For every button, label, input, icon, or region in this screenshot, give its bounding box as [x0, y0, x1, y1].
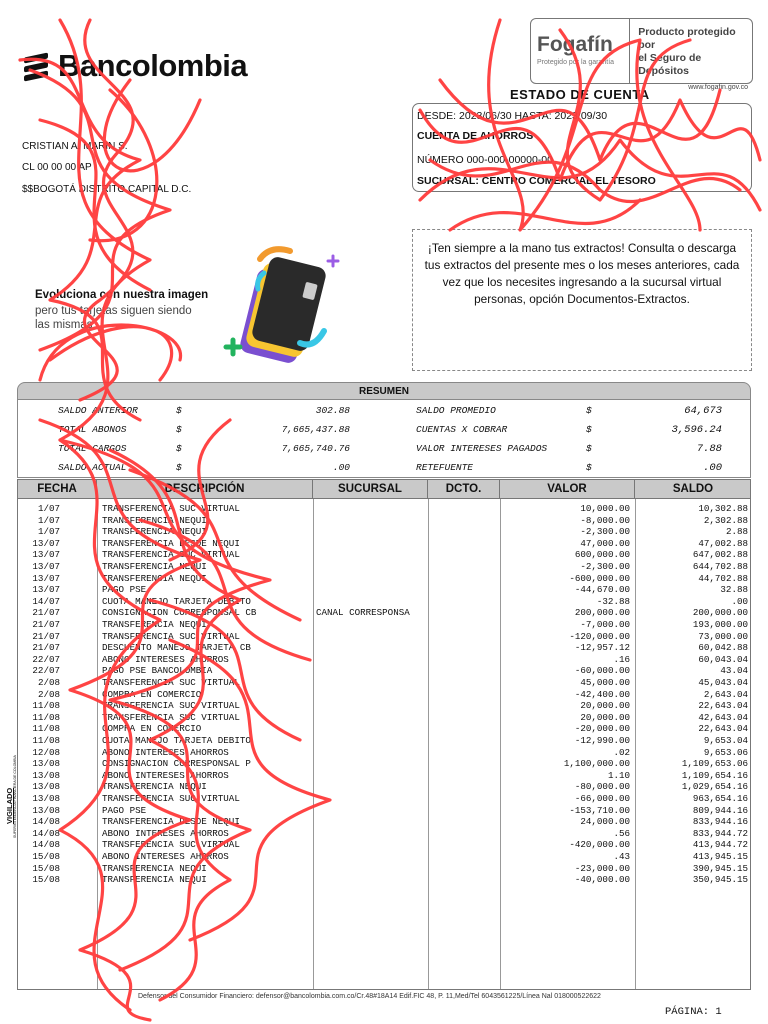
cell-valor: 10,000.00: [580, 503, 630, 514]
table-row: [18, 793, 752, 805]
cell-saldo: 22,643.04: [698, 723, 748, 735]
cell-saldo: 1,109,654.16: [681, 769, 748, 781]
cell-saldo: 413,945.15: [692, 851, 748, 862]
account-info-box: [412, 103, 752, 192]
table-row: [18, 642, 752, 654]
col-header-valor: VALOR: [500, 480, 635, 499]
table-row: [18, 758, 752, 770]
cell-valor: 1,100,000.00: [563, 758, 630, 770]
summary-currency: $: [176, 424, 182, 435]
summary-label: SALDO ANTERIOR: [58, 405, 138, 416]
cell-descripcion: TRANSFERENCIA SUC VIRTUAL: [102, 711, 240, 723]
summary-body: [17, 400, 751, 478]
cell-saldo: 32.88: [720, 584, 748, 596]
cell-fecha: 11/08: [32, 723, 60, 735]
cell-saldo: 45,043.04: [698, 677, 748, 688]
cell-saldo: 47,002.88: [698, 537, 748, 549]
summary-value: .00: [703, 462, 722, 474]
cell-saldo: 2.88: [725, 526, 748, 538]
cell-descripcion: TRANSFERENCIA NEQUI: [102, 781, 207, 793]
promo-title: Evoluciona con nuestra imagen: [35, 289, 209, 301]
table-row: [18, 735, 752, 747]
fogafin-line1: Producto protegido por: [638, 26, 736, 51]
cell-saldo: 10,302.88: [698, 503, 748, 514]
cell-descripcion: ABONO INTERESES AHORROS: [102, 851, 229, 862]
cell-descripcion: TRANSFERENCIA SUC VIRTUAL: [102, 677, 240, 688]
cell-valor: -12,957.12: [574, 642, 630, 654]
table-row: [18, 712, 752, 724]
cell-saldo: 644,702.88: [692, 561, 748, 572]
cell-fecha: 22/07: [32, 665, 60, 677]
cell-fecha: 13/07: [32, 572, 60, 584]
table-row: [18, 631, 752, 643]
table-row: [18, 700, 752, 712]
cell-descripcion: TRANSFERENCIA NEQUI: [102, 561, 207, 572]
summary-currency: $: [586, 424, 592, 435]
cell-fecha: 13/08: [32, 781, 60, 793]
summary-title: RESUMEN: [17, 382, 751, 400]
table-row: [18, 665, 752, 677]
cell-valor: .56: [613, 827, 630, 839]
page-number: PÁGINA: 1: [665, 1006, 722, 1018]
cell-descripcion: TRANSFERENCIA DESDE NEQUI: [102, 816, 240, 828]
bank-name: Bancolombia: [58, 48, 248, 83]
cell-saldo: 200,000.00: [692, 607, 748, 619]
cell-descripcion: TRANSFERENCIA SUC VIRTUAL: [102, 549, 240, 561]
table-row: [18, 828, 752, 840]
cell-descripcion: PAGO PSE: [102, 804, 147, 816]
bank-logo-icon: [22, 51, 52, 81]
table-row: [18, 781, 752, 793]
table-row: [18, 723, 752, 735]
cell-valor: -44,670.00: [574, 584, 630, 596]
account-number: NÚMERO 000-000-00000-00: [417, 154, 553, 166]
table-row: [18, 863, 752, 875]
cell-fecha: 13/08: [32, 758, 60, 770]
movements-header: [17, 479, 751, 499]
summary-currency: $: [176, 443, 182, 454]
cell-fecha: 11/08: [32, 735, 60, 746]
cell-valor: -420,000.00: [569, 839, 630, 851]
cell-saldo: 193,000.00: [692, 619, 748, 630]
table-row: [18, 874, 752, 886]
summary-label: SALDO PROMEDIO: [416, 405, 496, 416]
cell-saldo: 833,944.72: [692, 827, 748, 839]
col-header-dcto: DCTO.: [428, 480, 500, 499]
bank-logo: [22, 48, 247, 84]
cell-descripcion: TRANSFERENCIA SUC VIRTUAL: [102, 700, 240, 712]
cell-valor: 24,000.00: [580, 816, 630, 828]
cell-saldo: 22,643.04: [698, 700, 748, 712]
cell-saldo: 73,000.00: [698, 630, 748, 642]
cell-saldo: 833,944.16: [692, 816, 748, 828]
cell-descripcion: CONSIGNACION CORRESPONSAL CB: [102, 607, 257, 619]
cell-valor: 45,000.00: [580, 677, 630, 688]
cell-descripcion: ABONO INTERESES AHORROS: [102, 827, 229, 839]
cell-descripcion: TRANSFERENCIA NEQUI: [102, 619, 207, 630]
cell-valor: 200,000.00: [574, 607, 630, 619]
cell-saldo: 42,643.04: [698, 711, 748, 723]
cell-fecha: 11/08: [32, 711, 60, 723]
cell-fecha: 14/08: [32, 827, 60, 839]
cell-fecha: 14/07: [32, 595, 60, 607]
summary-value: .00: [332, 462, 350, 473]
cell-saldo: 9,653.06: [703, 746, 748, 758]
cell-fecha: 13/08: [32, 769, 60, 781]
fogafin-line2: el Seguro de Depósitos: [638, 52, 702, 77]
cell-fecha: 13/08: [32, 804, 60, 816]
statement-period: DESDE: 2023/06/30 HASTA: 2023/09/30: [417, 110, 608, 122]
cell-fecha: 11/08: [32, 700, 60, 712]
cell-fecha: 2/08: [37, 688, 60, 700]
cell-fecha: 15/08: [32, 851, 60, 862]
summary-label: VALOR INTERESES PAGADOS: [416, 443, 548, 454]
cell-descripcion: CONSIGNACION CORRESPONSAL P: [102, 758, 251, 770]
table-row: [18, 770, 752, 782]
statement-title: ESTADO DE CUENTA: [510, 87, 650, 102]
cell-valor: -42,400.00: [574, 688, 630, 700]
cell-valor: 1.10: [607, 769, 630, 781]
cell-valor: -153,710.00: [569, 804, 630, 816]
movements-table: [17, 499, 751, 990]
account-type: CUENTA DE AHORROS: [417, 130, 534, 142]
cell-saldo: 44,702.88: [698, 572, 748, 584]
cell-fecha: 15/08: [32, 874, 60, 886]
cell-saldo: 9,653.04: [703, 735, 748, 746]
summary-label: TOTAL ABONOS: [58, 424, 127, 435]
cell-saldo: 60,043.04: [698, 653, 748, 665]
summary-value: 64,673: [684, 405, 722, 417]
summary-value: 7,665,437.88: [281, 424, 350, 435]
cell-saldo: 963,654.16: [692, 793, 748, 804]
client-city: $$BOGOTÁ DISTRITO CAPITAL D.C.: [22, 184, 192, 195]
table-row: [18, 607, 752, 619]
table-row: [18, 538, 752, 550]
cell-descripcion: COMPRA EN COMERCIO: [102, 723, 202, 735]
cell-saldo: 1,109,653.06: [681, 758, 748, 770]
cell-fecha: 2/08: [37, 677, 60, 688]
vigilado-entity: SUPERINTENDENCIA FINANCIERA DE COLOMBIA: [13, 755, 17, 838]
summary-value: 3,596.24: [671, 424, 722, 436]
summary-currency: $: [586, 462, 592, 473]
summary-currency: $: [586, 443, 592, 454]
table-row: [18, 816, 752, 828]
summary-value: 7.88: [696, 443, 722, 455]
table-row: [18, 677, 752, 689]
cell-valor: .02: [613, 746, 630, 758]
cell-descripcion: TRANSFERENCIA NEQUI: [102, 874, 207, 886]
cell-fecha: 21/07: [32, 619, 60, 630]
cell-descripcion: PAGO PSE: [102, 584, 147, 596]
cell-fecha: 13/07: [32, 584, 60, 596]
cell-fecha: 12/08: [32, 746, 60, 758]
cell-valor: 600,000.00: [574, 549, 630, 561]
table-row: [18, 619, 752, 631]
cell-saldo: 43.04: [720, 665, 748, 677]
cell-descripcion: ABONO INTERESES AHORROS: [102, 653, 229, 665]
fogafin-url: www.fogafin.gov.co: [688, 84, 748, 91]
cell-descripcion: TRANSFERENCIA SUC VIRTUAL: [102, 630, 240, 642]
footer-text: Defensor del Consumidor Financiero: defensor@bancolombia.com.co/Cr.48#18A14 Edif.FIC 48, P. 11,Med/Tel 6043561225/Línea Nal 018000522622: [138, 993, 601, 1000]
cell-valor: -8,000.00: [580, 514, 630, 526]
cell-saldo: .00: [731, 595, 748, 607]
cell-valor: -7,000.00: [580, 619, 630, 630]
cell-descripcion: ABONO INTERESES AHORROS: [102, 746, 229, 758]
cell-fecha: 13/07: [32, 561, 60, 572]
cell-fecha: 15/08: [32, 862, 60, 874]
cell-valor: -23,000.00: [574, 862, 630, 874]
fogafin-brand: Fogafín: [537, 33, 613, 56]
summary-currency: $: [586, 405, 592, 416]
cell-fecha: 1/07: [37, 514, 60, 526]
promo-text: pero tus tarjetas siguen siendo las mismas: [35, 305, 192, 331]
table-row: [18, 654, 752, 666]
cell-descripcion: TRANSFERENCIA SUC VIRTUAL: [102, 839, 240, 851]
cell-valor: 47,000.00: [580, 537, 630, 549]
cell-descripcion: PAGO PSE BANCOLOMBIA: [102, 665, 213, 677]
cell-valor: -66,000.00: [574, 793, 630, 804]
cell-saldo: 1,029,654.16: [681, 781, 748, 793]
cell-descripcion: CUOTA MANEJO TARJETA DEBITO: [102, 595, 251, 607]
table-row: [18, 596, 752, 608]
table-row: [18, 805, 752, 817]
fogafin-badge: [530, 18, 753, 91]
table-row: [18, 526, 752, 538]
cell-fecha: 22/07: [32, 653, 60, 665]
cell-saldo: 350,945.15: [692, 874, 748, 886]
cell-valor: .16: [613, 653, 630, 665]
cell-fecha: 13/07: [32, 537, 60, 549]
table-row: [18, 503, 752, 515]
client-address: CL 00 00 00 AP: [22, 162, 92, 173]
table-row: [18, 561, 752, 573]
cell-fecha: 21/07: [32, 642, 60, 654]
cell-valor: -2,300.00: [580, 526, 630, 538]
cell-fecha: 21/07: [32, 607, 60, 619]
table-row: [18, 584, 752, 596]
col-header-saldo: SALDO: [672, 483, 714, 495]
cell-valor: .43: [613, 851, 630, 862]
cell-fecha: 13/07: [32, 549, 60, 561]
cell-valor: -60,000.00: [574, 665, 630, 677]
summary-currency: $: [176, 462, 182, 473]
cell-saldo: 60,042.88: [698, 642, 748, 654]
cell-valor: -40,000.00: [574, 874, 630, 886]
summary-label: RETEFUENTE: [416, 462, 474, 473]
cell-sucursal: CANAL CORRESPONSA: [316, 607, 410, 619]
table-row: [18, 689, 752, 701]
account-branch: SUCURSAL: CENTRO COMERCIAL EL TESORO: [417, 175, 656, 187]
cell-descripcion: TRANSFERENCIA NEQUI: [102, 526, 207, 538]
table-row: [18, 549, 752, 561]
cell-fecha: 1/07: [37, 526, 60, 538]
col-header-fecha: FECHA: [18, 480, 97, 499]
cell-saldo: 390,945.15: [692, 862, 748, 874]
cell-valor: 20,000.00: [580, 700, 630, 712]
cell-descripcion: TRANSFERENCIA SUC VIRTUAL: [102, 793, 240, 804]
cell-valor: 20,000.00: [580, 711, 630, 723]
cell-descripcion: TRANSFERENCIA NEQUI: [102, 862, 207, 874]
summary-value: 7,665,740.76: [281, 443, 350, 454]
statements-message: ¡Ten siempre a la mano tus extractos! Consulta o descarga tus extractos del presente mes o los meses anteriores, cada vez que los necesites ingresando a la sucursal virtual personas, opción Documentos-Extractos.: [424, 241, 740, 306]
cell-descripcion: ABONO INTERESES AHORROS: [102, 769, 229, 781]
cell-descripcion: TRANSFERENCIA NEQUI: [102, 514, 207, 526]
table-row: [18, 851, 752, 863]
vigilado-label: VIGILADO: [5, 787, 14, 824]
summary-label: SALDO ACTUAL: [58, 462, 127, 473]
cell-valor: -80,000.00: [574, 781, 630, 793]
vigilado-mark: [2, 755, 20, 840]
cell-valor: -2,300.00: [580, 561, 630, 572]
fogafin-tag: Protegido por la garantía: [537, 59, 615, 66]
summary-value: 302.88: [315, 405, 350, 416]
card-illustration-icon: [220, 243, 350, 373]
cell-fecha: 21/07: [32, 630, 60, 642]
cell-valor: -120,000.00: [569, 630, 630, 642]
cell-saldo: 2,302.88: [703, 514, 748, 526]
cell-saldo: 809,944.16: [692, 804, 748, 816]
cell-valor: -32.88: [596, 595, 630, 607]
cell-fecha: 14/08: [32, 839, 60, 851]
cell-descripcion: TRANSFERENCIA NEQUI: [102, 572, 207, 584]
summary-label: CUENTAS X COBRAR: [416, 424, 508, 435]
cell-descripcion: DESCUENTO MANEJO TARJETA CB: [102, 642, 251, 654]
statements-message-box: [412, 229, 752, 371]
cell-descripcion: TRANSFERENCIA SUC VIRTUAL: [102, 503, 240, 514]
cell-valor: -600,000.00: [569, 572, 630, 584]
cell-descripcion: COMPRA EN COMERCIO: [102, 688, 202, 700]
summary-label: TOTAL CARGOS: [58, 443, 127, 454]
cell-fecha: 13/08: [32, 793, 60, 804]
cell-saldo: 647,002.88: [692, 549, 748, 561]
cell-fecha: 14/08: [32, 816, 60, 828]
table-row: [18, 573, 752, 585]
table-row: [18, 515, 752, 527]
cell-fecha: 1/07: [37, 503, 60, 514]
table-row: [18, 839, 752, 851]
client-name: CRISTIAN A. MARIN S.: [22, 141, 128, 152]
col-header-sucursal: SUCURSAL: [313, 480, 428, 499]
summary-currency: $: [176, 405, 182, 416]
cell-valor: -20,000.00: [574, 723, 630, 735]
col-header-descripcion: DESCRIPCIÓN: [97, 480, 313, 499]
cell-saldo: 413,944.72: [692, 839, 748, 851]
table-row: [18, 747, 752, 759]
cell-descripcion: TRANSFERENCIA DESDE NEQUI: [102, 537, 240, 549]
cell-descripcion: CUOTA MANEJO TARJETA DEBITO: [102, 735, 251, 746]
cell-valor: -12,990.00: [574, 735, 630, 746]
cell-saldo: 2,643.04: [703, 688, 748, 700]
